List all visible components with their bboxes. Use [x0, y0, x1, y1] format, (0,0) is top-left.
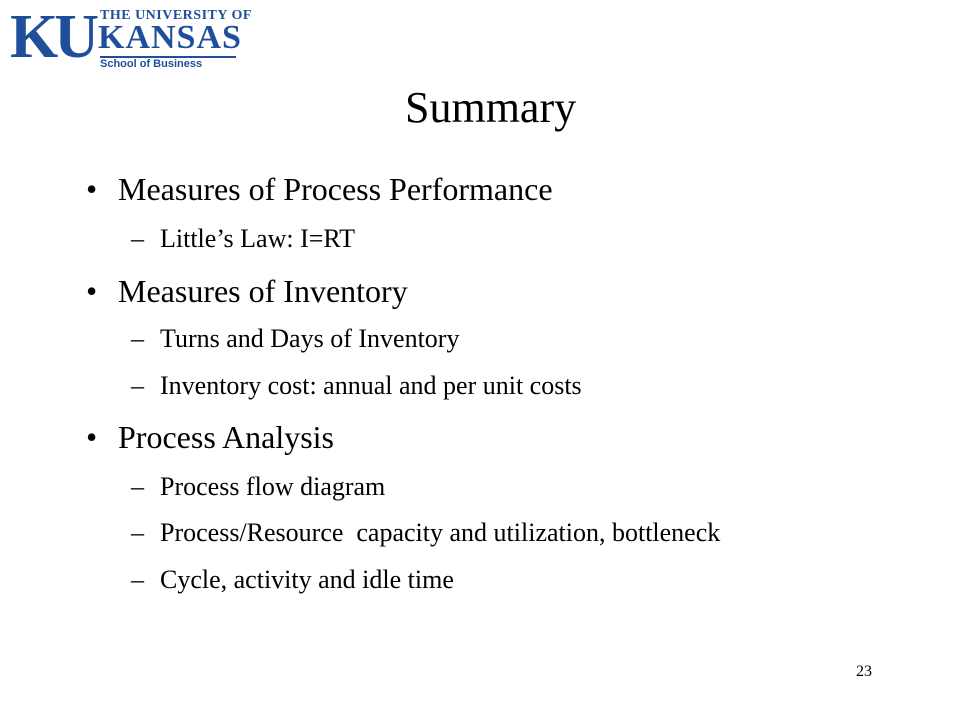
bullet-text: Process Analysis	[118, 419, 334, 455]
sub-bullet-item	[131, 223, 355, 255]
ku-logo-mark: KU	[10, 3, 95, 71]
sub-bullet-text: Turns and Days of Inventory	[160, 324, 460, 353]
sub-bullet-item	[131, 564, 454, 596]
sub-bullet-item	[131, 370, 582, 402]
bullet-icon: •	[86, 273, 98, 309]
dash-icon: –	[131, 518, 144, 547]
bullet-text: Measures of Inventory	[118, 273, 408, 309]
logo-university-text: THE UNIVERSITY OF	[100, 8, 252, 23]
sub-bullet-text: Inventory cost: annual and per unit costs	[160, 371, 582, 400]
sub-bullet-item	[131, 471, 385, 503]
bullet-item	[86, 169, 553, 209]
dash-icon: –	[131, 472, 144, 501]
sub-bullet-text: Cycle, activity and idle time	[160, 565, 454, 594]
sub-bullet-text: Process/Resource capacity and utilization, bottleneck	[160, 518, 721, 547]
bullet-icon: •	[86, 171, 98, 207]
logo-kansas-text: KANSAS	[98, 19, 242, 56]
bullet-item	[86, 417, 334, 457]
dash-icon: –	[131, 565, 144, 594]
slide-title: Summary	[405, 83, 577, 132]
bullet-icon: •	[86, 419, 98, 455]
page-number: 23	[856, 663, 872, 680]
dash-icon: –	[131, 224, 144, 253]
dash-icon: –	[131, 371, 144, 400]
sub-bullet-item	[131, 323, 459, 355]
sub-bullet-item	[131, 517, 720, 549]
dash-icon: –	[131, 324, 144, 353]
bullet-text: Measures of Process Performance	[118, 171, 553, 207]
sub-bullet-text: Process flow diagram	[160, 472, 386, 501]
sub-bullet-text: Little’s Law: I=RT	[160, 224, 356, 253]
logo-school-text: School of Business	[100, 58, 203, 70]
bullet-item	[86, 271, 408, 311]
